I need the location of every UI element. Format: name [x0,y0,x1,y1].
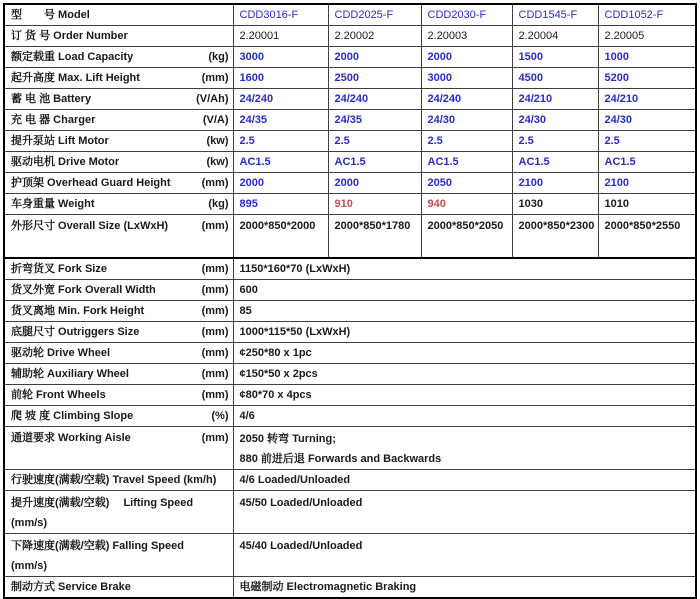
spec-label: 前轮 Front Wheels [11,388,106,401]
spec-label-cell [4,343,233,364]
spec-row [4,534,696,577]
spec-label-cell [4,89,233,110]
spec-value: 24/240 [328,89,421,110]
spec-value-merged [233,470,696,491]
spec-unit: (%) [211,409,229,422]
spec-label-cell [4,385,233,406]
spec-row [4,258,696,280]
spec-row [4,173,696,194]
spec-label-cell [4,26,233,47]
spec-unit: (V/A) [202,113,229,126]
spec-unit: (mm) [201,325,229,338]
spec-label: 护顶架 Overhead Guard Height [11,176,171,189]
spec-unit: (mm) [201,388,229,401]
spec-value: AC1.5 [233,152,328,173]
spec-label: 起升高度 Max. Lift Height [11,71,140,84]
spec-unit: (kw) [206,155,229,168]
spec-label-cell [4,152,233,173]
spec-label-cell [4,427,233,470]
spec-label-cell [4,47,233,68]
spec-label-cell [4,301,233,322]
spec-value: 2000*850*2300 [512,215,598,259]
spec-value: 1000*115*50 (LxWxH) [239,326,351,338]
spec-value: 2000*850*2000 [233,215,328,259]
spec-value: ¢250*80 x 1pc [239,347,312,359]
spec-unit: (mm) [201,220,229,232]
spec-label: 折弯货叉 Fork Size [11,262,107,275]
spec-value: 2000 [421,47,512,68]
spec-value-merged [233,406,696,427]
spec-value: 2.5 [512,131,598,152]
spec-label-cell [4,131,233,152]
spec-value: 2.5 [421,131,512,152]
spec-value: 2.20004 [512,26,598,47]
spec-unit: (mm) [201,262,229,275]
spec-unit: (mm) [201,346,229,359]
spec-value: 24/240 [233,89,328,110]
spec-value: 2.20005 [598,26,696,47]
spec-label: 驱动轮 Drive Wheel [11,346,111,359]
spec-label-cell [4,173,233,194]
spec-value-merged [233,280,696,301]
spec-label: 订 货 号 Order Number [11,30,128,42]
spec-row [4,406,696,427]
spec-row [4,47,696,68]
spec-value-merged [233,301,696,322]
spec-row [4,427,696,470]
spec-value: 2100 [598,173,696,194]
spec-label-cell [4,534,233,577]
spec-value: 24/30 [512,110,598,131]
spec-value-merged [233,258,696,280]
spec-label-cell [4,364,233,385]
spec-unit: (mm) [201,304,229,317]
spec-value-merged [233,322,696,343]
spec-table-body [4,4,696,598]
spec-value: 2000 [328,47,421,68]
spec-unit: (mm) [201,432,229,444]
spec-value: 2.5 [598,131,696,152]
spec-value-merged [233,343,696,364]
spec-row [4,89,696,110]
spec-label: 驱动电机 Drive Motor [11,155,120,168]
forklift-spec-sheet [3,3,697,599]
spec-value: 1010 [598,194,696,215]
spec-label: 充 电 器 Charger [11,113,96,126]
spec-label-cell [4,577,233,599]
spec-value: 2000*850*1780 [328,215,421,259]
spec-label: 外形尺寸 Overall Size (LxWxH) [11,220,169,232]
spec-value: 45/50 Loaded/Unloaded [239,497,363,509]
model-name: CDD1545-F [512,4,598,26]
spec-label: 蓄 电 池 Battery [11,92,92,105]
spec-value: 2.5 [328,131,421,152]
spec-unit: (V/Ah) [196,92,229,105]
spec-label-cell [4,491,233,534]
spec-label: 提升泵站 Lift Motor [11,134,109,147]
spec-value: 2000 [233,173,328,194]
spec-label: 货叉离地 Min. Fork Height [11,304,145,317]
spec-label-cell [4,68,233,89]
spec-row [4,364,696,385]
spec-unit: (mm) [201,71,229,84]
spec-label: (mm/s) [11,517,48,529]
spec-row [4,470,696,491]
spec-value: 910 [328,194,421,215]
spec-row [4,491,696,534]
spec-value: 电磁制动 Electromagnetic Braking [239,581,417,593]
spec-value: 2000 [328,173,421,194]
spec-value: 940 [421,194,512,215]
spec-row [4,110,696,131]
spec-label: 底腿尺寸 Outriggers Size [11,325,140,338]
spec-value: 2.5 [233,131,328,152]
spec-value: 3000 [233,47,328,68]
spec-value: 24/210 [512,89,598,110]
spec-value: 1030 [512,194,598,215]
spec-value: 2500 [328,68,421,89]
spec-value: 24/35 [328,110,421,131]
spec-value-merged [233,385,696,406]
spec-value-merged [233,427,696,470]
spec-row [4,194,696,215]
spec-label-cell [4,470,233,491]
spec-label: 制动方式 Service Brake [11,581,131,593]
spec-value: AC1.5 [598,152,696,173]
spec-row [4,385,696,406]
spec-value: 2100 [512,173,598,194]
spec-row [4,280,696,301]
spec-row [4,301,696,322]
spec-value: 1600 [233,68,328,89]
spec-unit: (mm) [201,283,229,296]
spec-label-cell [4,215,233,259]
spec-value: 24/240 [421,89,512,110]
spec-label: 下降速度(满载/空载) Falling Speed [11,540,184,552]
spec-unit: (mm) [201,176,229,189]
spec-label: 行驶速度(满载/空载) Travel Speed (km/h) [11,474,217,486]
spec-value: ¢80*70 x 4pcs [239,389,312,401]
spec-value: 4/6 [239,410,255,422]
model-name: CDD2025-F [328,4,421,26]
spec-value: 85 [239,305,252,317]
spec-label: 通道要求 Working Aisle [11,432,131,444]
spec-value: 4/6 Loaded/Unloaded [239,474,351,486]
spec-label-cell [4,258,233,280]
spec-value: 2.20001 [233,26,328,47]
spec-value: 24/30 [421,110,512,131]
spec-unit: (kg) [208,50,229,63]
spec-label-cell [4,280,233,301]
spec-value: AC1.5 [512,152,598,173]
spec-value: AC1.5 [421,152,512,173]
spec-value: 24/35 [233,110,328,131]
spec-value: 24/30 [598,110,696,131]
spec-value-merged [233,491,696,534]
model-header-row [4,4,696,26]
spec-row [4,215,696,259]
spec-row [4,68,696,89]
spec-row [4,577,696,599]
spec-value: ¢150*50 x 2pcs [239,368,318,380]
spec-label: 额定载重 Load Capacity [11,50,134,63]
spec-value: 5200 [598,68,696,89]
spec-row [4,131,696,152]
spec-label: (mm/s) [11,560,48,572]
spec-value: AC1.5 [328,152,421,173]
spec-value: 1000 [598,47,696,68]
spec-value: 2050 转弯 Turning; [239,433,336,445]
spec-row [4,152,696,173]
spec-value: 2000*850*2050 [421,215,512,259]
spec-label: 车身重量 Weight [11,197,95,210]
spec-label: 型 号 Model [11,9,90,21]
spec-label: 提升速度(满载/空载) Lifting Speed [11,497,194,509]
spec-value: 2000*850*2550 [598,215,696,259]
spec-label: 爬 坡 度 Climbing Slope [11,409,134,422]
spec-value: 2050 [421,173,512,194]
spec-label-cell [4,406,233,427]
spec-value: 3000 [421,68,512,89]
model-name: CDD1052-F [598,4,696,26]
spec-value-merged [233,577,696,599]
forklift-spec-table [3,3,697,599]
spec-value: 4500 [512,68,598,89]
spec-value: 2.20003 [421,26,512,47]
spec-label: 辅助轮 Auxiliary Wheel [11,367,129,380]
spec-value: 24/210 [598,89,696,110]
spec-label-cell [4,4,233,26]
spec-row [4,343,696,364]
spec-value: 45/40 Loaded/Unloaded [239,540,363,552]
spec-label: 货叉外宽 Fork Overall Width [11,283,156,296]
spec-value: 880 前进后退 Forwards and Backwards [239,453,442,465]
spec-value: 1150*160*70 (LxWxH) [239,263,351,275]
spec-value-merged [233,364,696,385]
spec-value: 895 [233,194,328,215]
spec-value: 600 [239,284,258,296]
spec-value: 2.20002 [328,26,421,47]
spec-label-cell [4,110,233,131]
model-name: CDD2030-F [421,4,512,26]
model-name: CDD3016-F [233,4,328,26]
spec-unit: (mm) [201,367,229,380]
spec-row [4,322,696,343]
spec-value: 1500 [512,47,598,68]
spec-label-cell [4,194,233,215]
spec-value-merged [233,534,696,577]
spec-label-cell [4,322,233,343]
spec-unit: (kw) [206,134,229,147]
spec-row [4,26,696,47]
spec-unit: (kg) [208,197,229,210]
